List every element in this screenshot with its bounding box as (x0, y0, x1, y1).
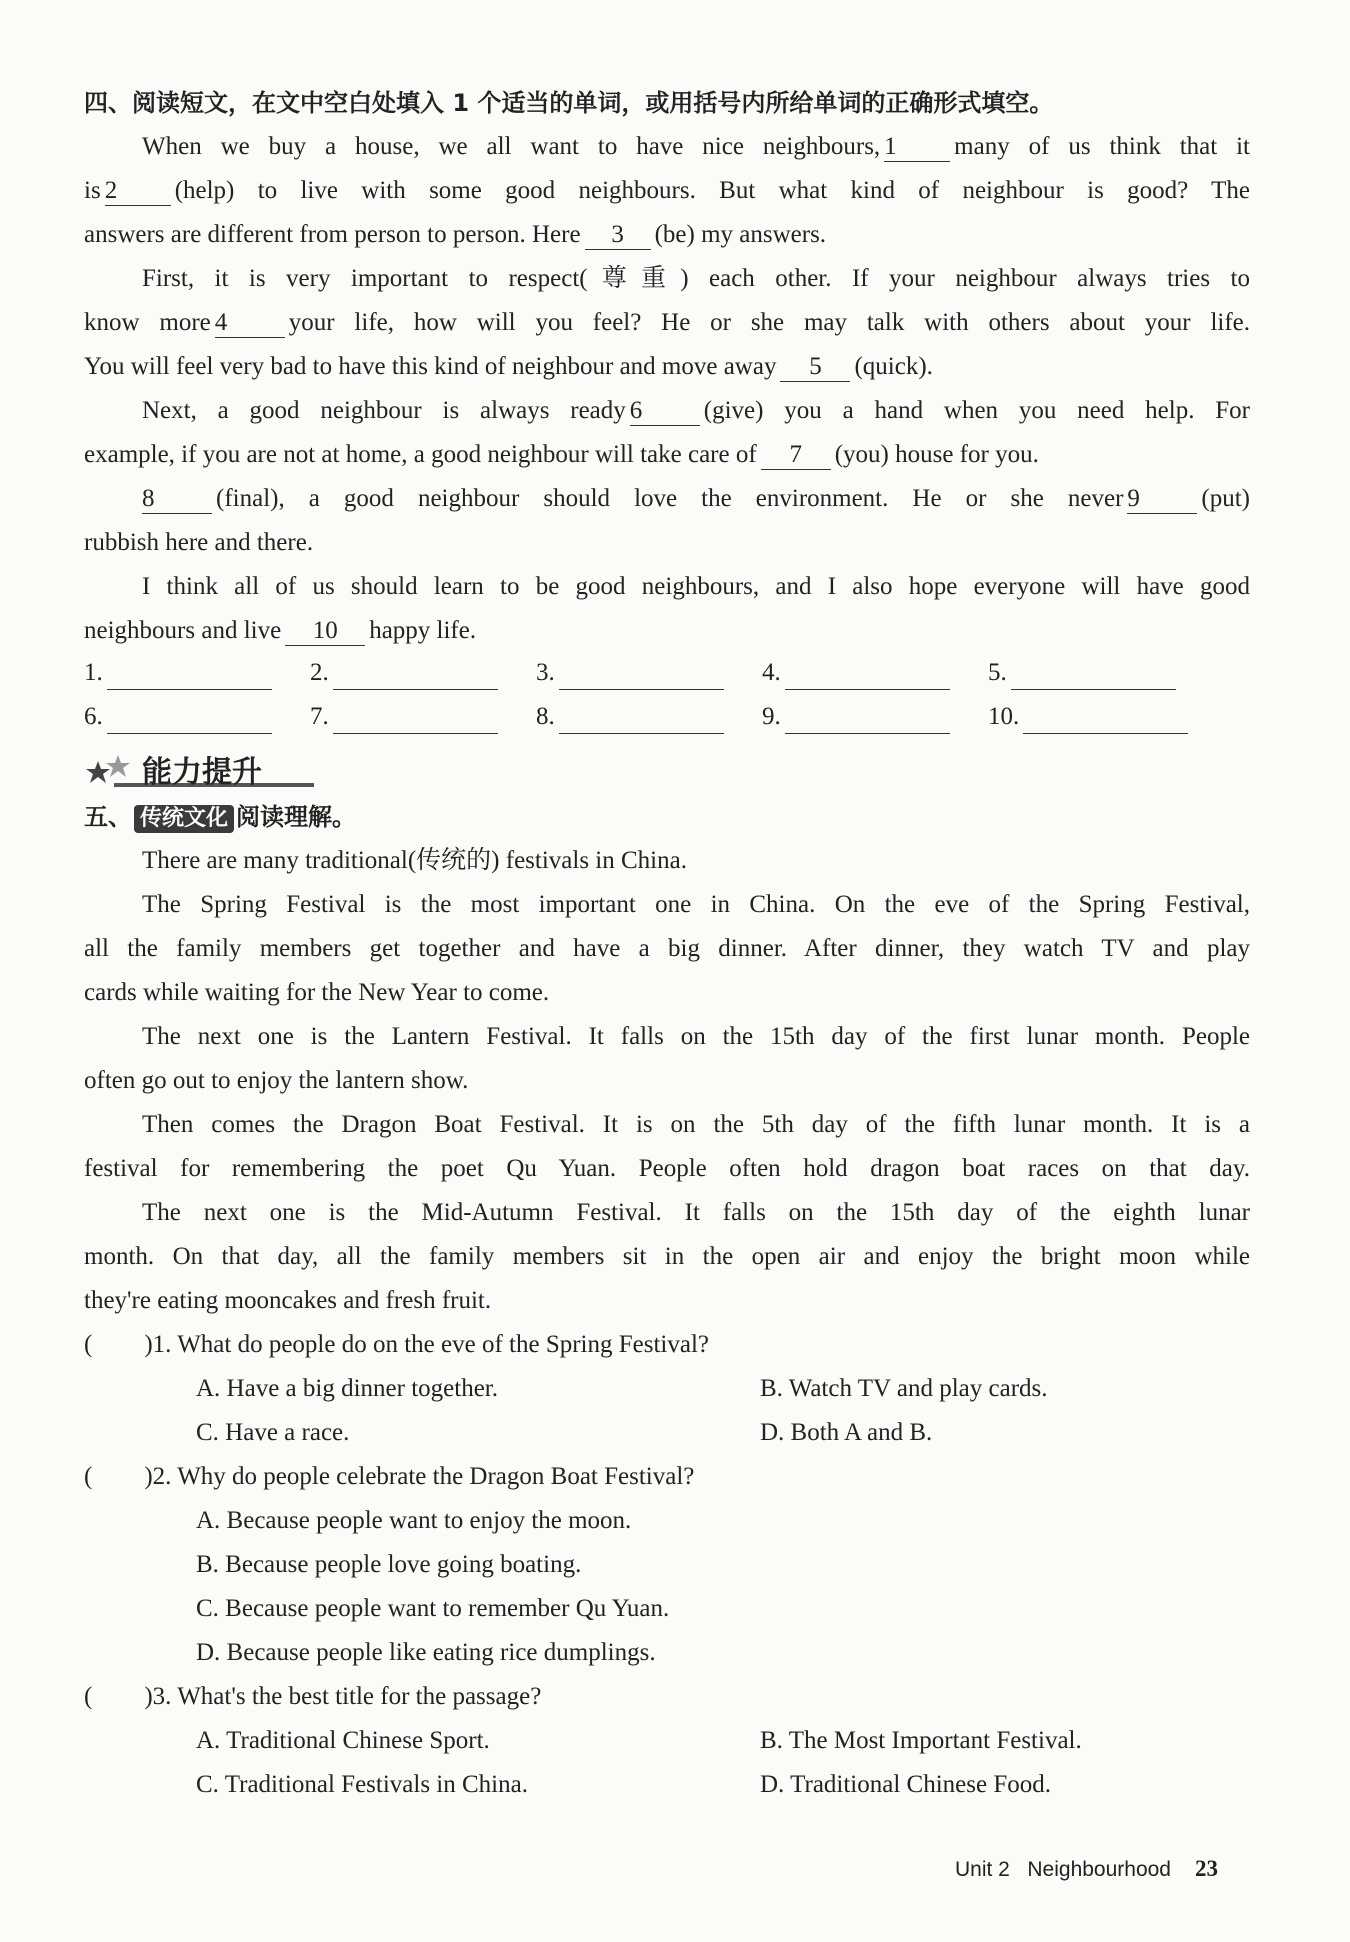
reading-line-2: The Spring Festival is the most important one in China. On the eve of the Spring Festival, (142, 891, 1250, 918)
section-title-ability (84, 745, 304, 791)
passage-line-8: example, if you are not at home, a good neighbour will take care of 7 (you) house for you. (84, 441, 1039, 468)
question-3: ( )3. What's the best title for the passage? (84, 1683, 542, 1710)
passage-line-6: You will feel very bad to have this kind of neighbour and move away 5 (quick). (84, 353, 933, 380)
reading-line-4: cards while waiting for the New Year to come. (84, 979, 550, 1006)
reading-line-6: often go out to enjoy the lantern show. (84, 1067, 469, 1094)
reading-line-11: they're eating mooncakes and fresh fruit. (84, 1287, 492, 1314)
part4-heading: 四、阅读短文，在文中空白处填入 1 个适当的单词，或用括号内所给单词的正确形式填空。 (84, 89, 1054, 117)
answer-line-6[interactable] (107, 707, 272, 734)
blank-6[interactable]: 6 (630, 397, 700, 426)
blank-4[interactable]: 4 (215, 309, 285, 338)
passage-line-3: answers are different from person to person. Here 3 (be) my answers. (84, 221, 827, 248)
q2-option-a[interactable]: A. Because people want to enjoy the moon. (196, 1507, 632, 1534)
passage-line-11: I think all of us should learn to be good neighbours, and I also hope everyone will have good (142, 573, 1250, 600)
reading-line-7: Then comes the Dragon Boat Festival. It is on the 5th day of the fifth lunar month. It is a (142, 1111, 1250, 1138)
answer-line-2[interactable] (333, 663, 498, 690)
passage-line-9: 8 (final), a good neighbour should love the environment. He or she never 9 (put) (142, 485, 1250, 512)
blank-9[interactable]: 9 (1127, 485, 1197, 514)
blank-8[interactable]: 8 (142, 485, 212, 514)
q3-option-c[interactable]: C. Traditional Festivals in China. (196, 1771, 528, 1798)
passage-line-1: When we buy a house, we all want to have nice neighbours, 1 many of us think that it (142, 133, 1250, 160)
passage-line-4: First, it is very important to respect(尊重) each other. If your neighbour always tries to (142, 265, 1250, 292)
page-footer (955, 1856, 1218, 1882)
passage-line-7: Next, a good neighbour is always ready 6 (give) you a hand when you need help. For (142, 397, 1250, 424)
q2-option-c[interactable]: C. Because people want to remember Qu Yuan. (196, 1595, 670, 1622)
blank-2[interactable]: 2 (105, 177, 171, 206)
answer-line-7[interactable] (333, 707, 498, 734)
blank-10[interactable]: 10 (285, 617, 365, 646)
footer-unit: Unit 2 (955, 1858, 1010, 1881)
reading-line-1: There are many traditional(传统的) festivals in China. (142, 847, 687, 874)
section-title-text: 能力提升 (142, 755, 262, 790)
blank-7[interactable]: 7 (761, 441, 831, 470)
q3-option-a[interactable]: A. Traditional Chinese Sport. (196, 1727, 490, 1754)
answer-line-5[interactable] (1011, 663, 1176, 690)
passage-line-10: rubbish here and there. (84, 529, 314, 556)
q1-option-d[interactable]: D. Both A and B. (760, 1419, 933, 1446)
footer-title: Neighbourhood (1027, 1858, 1171, 1881)
q1-option-b[interactable]: B. Watch TV and play cards. (760, 1375, 1048, 1402)
q2-option-b[interactable]: B. Because people love going boating. (196, 1551, 582, 1578)
reading-line-5: The next one is the Lantern Festival. It falls on the 15th day of the first lunar month. People (142, 1023, 1250, 1050)
passage-line-5: know more 4 your life, how will you feel? He or she may talk with others about your life. (84, 309, 1251, 336)
blank-1[interactable]: 1 (884, 133, 950, 162)
passage-line-2: is 2 (help) to live with some good neighbours. But what kind of neighbour is good? The (84, 177, 1250, 204)
passage-line-12: neighbours and live 10 happy life. (84, 617, 477, 644)
worksheet-page: 四、阅读短文，在文中空白处填入 1 个适当的单词，或用括号内所给单词的正确形式填空。 When we buy a house, we all want to have nice neighbours, 1 many of us think that it is 2 (help) to live with some good neighbours. But what kind of neighbour is good? The answers are different from person to person. Here 3 (be) my answers. First, it is very important to respect(尊重) each other. If your neighbour always tries to know more 4 your life, how will you feel? He or she may talk with others about your life. You will feel very bad to have this kind of neighbour and move away 5 (quick). Next, a good neighbour is always ready 6 (give) you a hand when you need help. For example, if you are not at home, a good neighbour will take care of 7 (you) house for you. 8 (final), a good neighbour should love the environment. He or she never 9 (put) rubbish here and there. I think all of us should learn to be good neighbours, and I also hope everyone will have good neighbours and live 10 happy life. 1. 2. 3. 4. 5. 6. 7. 8. 9. 10. 能力提升 五、 传统文化 阅读理解。 There are many traditional(传统的) festivals in China. The Spring Festival is the most important one in China. On the eve of the Spring Festival, all the family members get together and have a big dinner. After dinner, they watch TV and play cards while waiting for the New Year to come. The next one is the Lantern Festival. It falls on the 15th day of the first lunar month. People often go out to enjoy the lantern show. Then comes the Dragon Boat Festival. It is on the 5th day of the fifth lunar month. It is a festival for remembering the poet Qu Yuan. People often hold dragon boat races on that day. The next one is the Mid-Autumn Festival. It falls on the 15th day of the eighth lunar month. On that day, all the family members sit in the open air and enjoy the bright moon while they're eating mooncakes and fresh fruit. ( )1. What do people do on the eve of the Spring Festival? A. Have a big dinner together. B. Watch TV and play cards. C. Have a race. D. Both A and B. ( )2. Why do people celebrate the Dragon Boat Festival? A. Because people want to enjoy the moon. B. Because people love going boating. C. Because people want to remember Qu Yuan. D. Because people like eating rice dumplings. ( )3. What's the best title for the passage? A. Traditional Chinese Sport. B. The Most Important Festival. C. Traditional Festivals in China. D. Traditional Chinese Food. Unit 2 Neighbourhood 23 (0, 0, 1350, 1942)
blank-5[interactable]: 5 (780, 353, 850, 382)
answer-paren-3[interactable]: ( (84, 1683, 93, 1710)
answer-paren-2[interactable]: ( (84, 1463, 93, 1490)
answer-line-3[interactable] (559, 663, 724, 690)
reading-line-8: festival for remembering the poet Qu Yuan. People often hold dragon boat races on that day. (84, 1155, 1250, 1182)
q3-option-b[interactable]: B. The Most Important Festival. (760, 1727, 1082, 1754)
answer-line-8[interactable] (559, 707, 724, 734)
traditional-culture-badge: 传统文化 (134, 805, 234, 833)
question-1: ( )1. What do people do on the eve of the Spring Festival? (84, 1331, 710, 1358)
reading-line-10: month. On that day, all the family members sit in the open air and enjoy the bright moon while (84, 1243, 1250, 1270)
blank-3[interactable]: 3 (585, 221, 651, 250)
answer-line-4[interactable] (785, 663, 950, 690)
part5-heading: 五、 传统文化 阅读理解。 (84, 803, 357, 831)
answer-paren-1[interactable]: ( (84, 1331, 93, 1358)
reading-line-3: all the family members get together and have a big dinner. After dinner, they watch TV and play (84, 935, 1250, 962)
q2-option-d[interactable]: D. Because people like eating rice dumplings. (196, 1639, 656, 1666)
q1-option-a[interactable]: A. Have a big dinner together. (196, 1375, 498, 1402)
reading-line-9: The next one is the Mid-Autumn Festival. It falls on the 15th day of the eighth lunar (142, 1199, 1250, 1226)
q1-option-c[interactable]: C. Have a race. (196, 1419, 350, 1446)
question-2: ( )2. Why do people celebrate the Dragon Boat Festival? (84, 1463, 695, 1490)
answer-line-1[interactable] (107, 663, 272, 690)
answer-line-9[interactable] (785, 707, 950, 734)
page-number: 23 (1195, 1856, 1218, 1881)
answer-line-10[interactable] (1023, 707, 1188, 734)
q3-option-d[interactable]: D. Traditional Chinese Food. (760, 1771, 1051, 1798)
